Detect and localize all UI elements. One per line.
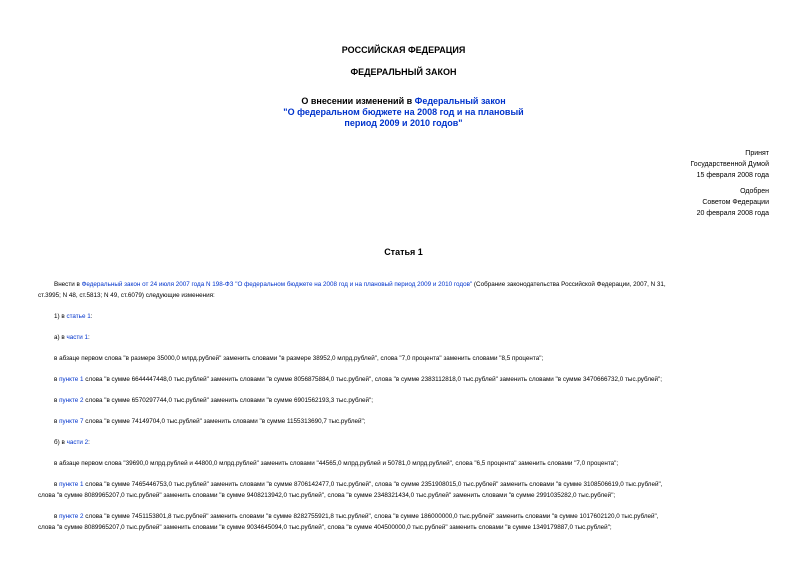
item-a-point-7 [38,416,789,427]
adopted-block [690,148,769,181]
law-title-line1 [0,96,807,107]
adopted-l2: Государственной Думой [690,161,769,168]
title-link[interactable]: Федеральный закон [414,96,506,106]
intro-paragraph [38,279,773,290]
item-b-point-2 [38,511,789,522]
item-b-post: : [88,439,90,446]
approved-block [697,186,769,219]
law-title-line2: "О федеральном бюджете на 2008 год и на плановый [283,107,524,117]
title-prefix: О внесении изменений в [301,96,415,106]
item-b-point-1 [38,479,789,490]
law-title-line3: период 2009 и 2010 годов" [344,118,463,128]
item-a [38,332,789,343]
point-1-pre: в [54,376,60,383]
item-a-post: : [88,334,90,341]
adopted-l3: 15 февраля 2008 года [696,172,769,179]
b-point-2-link[interactable]: пункте 2 [59,513,84,520]
point-2-link[interactable]: пункте 2 [59,397,84,404]
header-law-type: ФЕДЕРАЛЬНЫЙ ЗАКОН [350,67,457,77]
approved-l2: Советом Федерации [702,199,769,206]
b-point-1-line1: слова "в сумме 7465446753,0 тыс.рублей" заменить словами "в сумме 8706142477,0 тыс.рублей", слова "в сумме 2351908015,0 тыс.рублей" заменить словами "в сумме 3108506619,0 тыс.рублей", [83,481,663,488]
item-1-post: : [90,313,93,320]
item-b-text: в абзаце первом слова "39690,0 млрд.рублей и 44800,0 млрд.рублей" заменить словами "44565,0 млрд.рублей и 50781,0 млрд.рублей", слова "6,5 процента" заменить словами "7,0 процента"; [54,460,619,467]
item-a-text: в абзаце первом слова "в размере 35000,0 млрд.рублей" заменить словами "в размере 38952,0 млрд.рублей", слова "7,0 процента" заменить словами "8,5 процента"; [54,355,544,362]
adopted-l1: Принят [745,150,769,157]
point-7-link[interactable]: пункте 7 [59,418,84,425]
intro-pre: Внести в [54,281,82,288]
approved-l1: Одобрен [740,188,769,195]
item-1 [38,311,789,322]
b-point-1-link[interactable]: пункте 1 [59,481,84,488]
point-7-pre: в [54,418,60,425]
b-point-1-pre: в [54,481,60,488]
b-point-2-pre: в [54,513,60,520]
item-1-pre: 1) в [54,313,67,320]
article-heading: Статья 1 [384,247,423,257]
b-point-2-line1: слова "в сумме 7451153801,8 тыс.рублей" заменить словами "в сумме 8282755921,8 тыс.рублей", слова "в сумме 186000000,0 тыс.рублей" заменить словами "в сумме 1017602120,0 тыс.рублей", [83,513,659,520]
approved-l3: 20 февраля 2008 года [696,210,769,217]
item-b [38,437,789,448]
item-b-point-1-line2: слова "в сумме 8089965207,0 тыс.рублей" заменить словами "в сумме 9408213942,0 тыс.рублей", слова "в сумме 2348321434,0 тыс.рублей" заменить словами "в сумме 2991035282,0 тыс.рублей"; [38,492,616,499]
item-a-link[interactable]: части 1 [66,334,89,341]
intro-post: (Собрание законодательства Российской Федерации, 2007, N 31, [472,281,666,288]
point-1-link[interactable]: пункте 1 [59,376,84,383]
header-country: РОССИЙСКАЯ ФЕДЕРАЦИЯ [341,45,466,55]
item-a-pre: а) в [54,334,67,341]
item-a-point-2 [38,395,789,406]
item-b-point-2-line2: слова "в сумме 8089965207,0 тыс.рублей" заменить словами "в сумме 9034645094,0 тыс.рублей", слова "в сумме 404500000,0 тыс.рублей" заменить словами "в сумме 1349179887,0 тыс.рублей"; [38,524,612,531]
point-2-post: слова "в сумме 6570297744,0 тыс.рублей" заменить словами "в сумме 6901562193,3 тыс.рублей"; [83,397,374,404]
item-b-link[interactable]: части 2 [66,439,89,446]
point-2-pre: в [54,397,60,404]
intro-line2: ст.3995; N 48, ст.5813; N 49, ст.6079) следующие изменения: [38,292,215,299]
intro-law-link[interactable]: Федеральный закон от 24 июля 2007 года N 198-ФЗ "О федеральном бюджете на 2008 год и на плановый период 2009 и 2010 годов" [81,281,473,288]
point-7-post: слова "в сумме 74149704,0 тыс.рублей" заменить словами "в сумме 1155313690,7 тыс.рублей"; [83,418,366,425]
point-1-post: слова "в сумме 6644447448,0 тыс.рублей" заменить словами "в сумме 8056875884,0 тыс.рублей", слова "в сумме 2383112818,0 тыс.рублей" заменить словами "в сумме 3470666732,0 тыс.рублей"; [83,376,663,383]
item-a-point-1 [38,374,789,385]
item-b-pre: б) в [54,439,67,446]
item-1-link[interactable]: статье 1 [66,313,91,320]
